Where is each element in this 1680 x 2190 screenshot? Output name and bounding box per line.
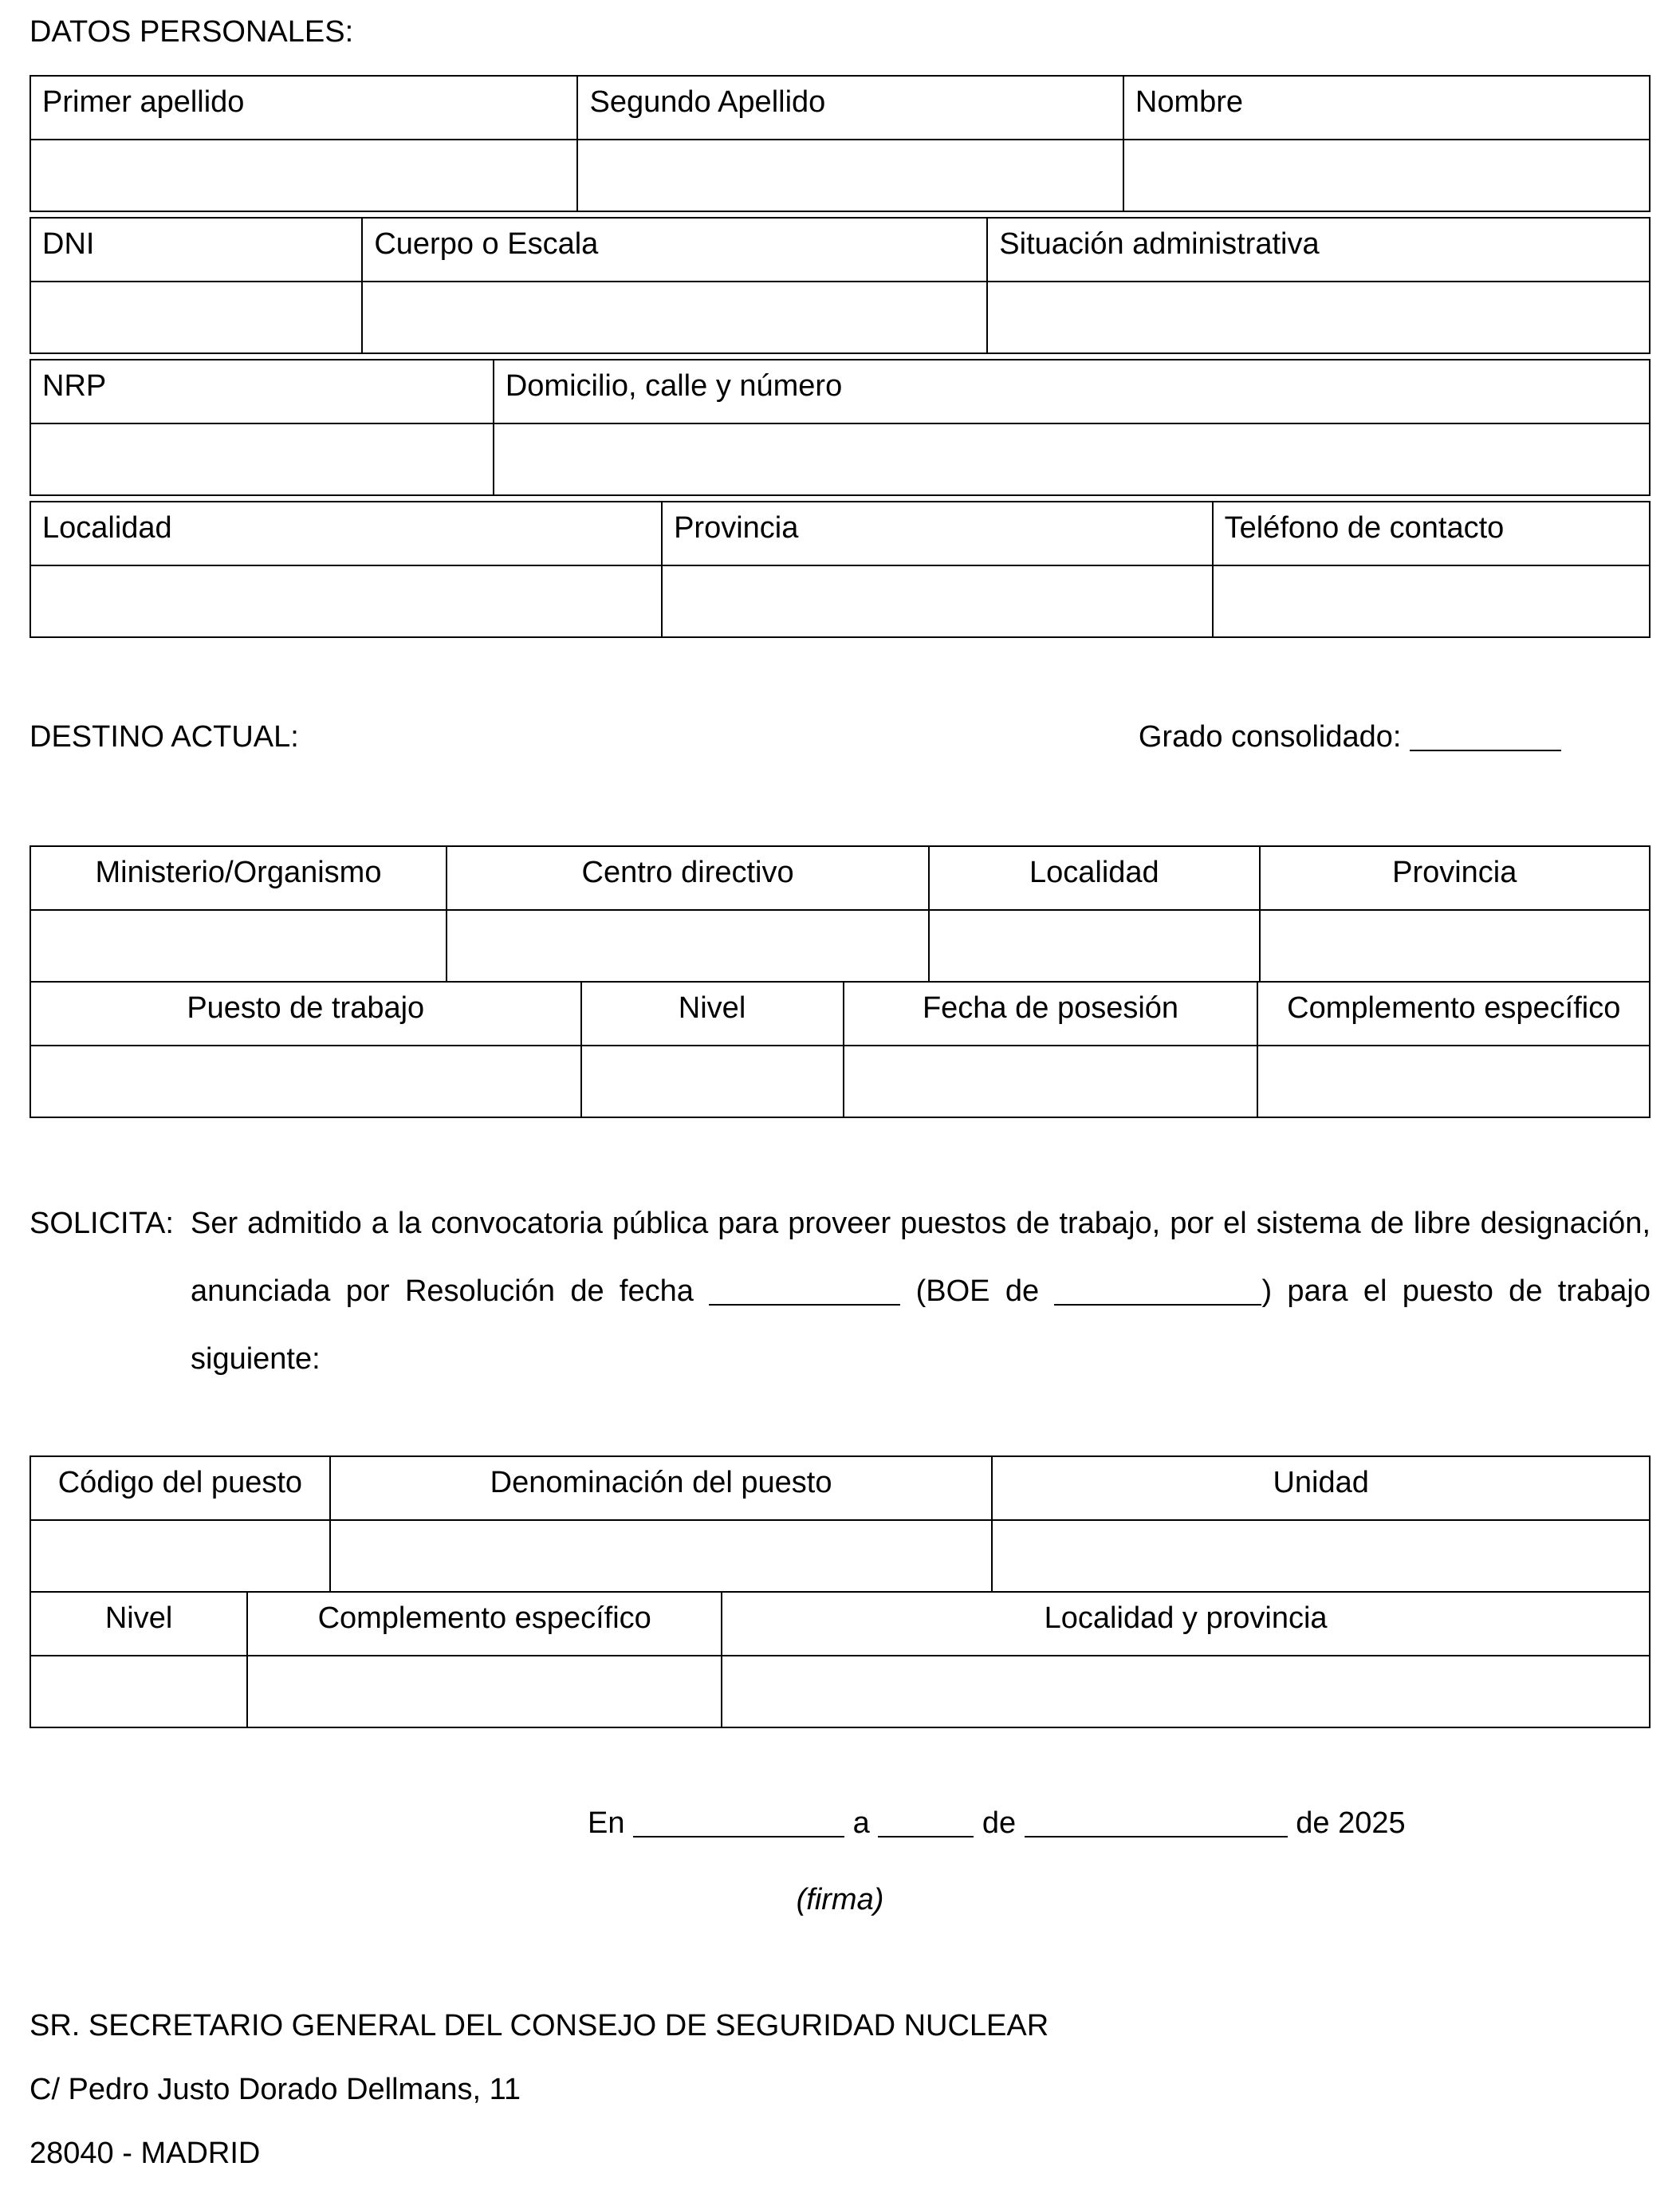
- nrp-domicilio-table: [30, 359, 1650, 496]
- nivel-label: Nivel: [581, 982, 844, 1046]
- table-row: [30, 1520, 1650, 1592]
- puesto-codigo-table: [30, 1455, 1650, 1593]
- telefono-label: Teléfono de contacto: [1213, 502, 1650, 565]
- table-row: [30, 140, 1650, 211]
- nombre-input[interactable]: [1123, 140, 1650, 211]
- puesto-complemento-input[interactable]: [247, 1656, 722, 1727]
- unidad-input[interactable]: [992, 1520, 1650, 1592]
- domicilio-label: Domicilio, calle y número: [494, 360, 1650, 423]
- date-day-blank[interactable]: [878, 1810, 974, 1837]
- domicilio-input[interactable]: [494, 423, 1650, 495]
- segundo-apellido-label: Segundo Apellido: [577, 76, 1123, 140]
- table-row: [30, 76, 1650, 140]
- table-row: [30, 1656, 1650, 1727]
- localidad-input[interactable]: [30, 565, 662, 637]
- table-row: [30, 1456, 1650, 1520]
- puesto-nivel-input[interactable]: [30, 1656, 247, 1727]
- puesto-trabajo-label: Puesto de trabajo: [30, 982, 581, 1046]
- apellidos-nombre-table: [30, 75, 1650, 212]
- destino-localidad-label: Localidad: [929, 846, 1259, 910]
- firma-label: (firma): [796, 1883, 884, 1916]
- solicita-label: SOLICITA:: [30, 1207, 174, 1240]
- ministerio-organismo-input[interactable]: [30, 910, 447, 982]
- table-row: [30, 846, 1650, 910]
- complemento-especifico-input[interactable]: [1257, 1046, 1650, 1117]
- resolucion-fecha-blank[interactable]: [709, 1278, 900, 1306]
- codigo-puesto-input[interactable]: [30, 1520, 330, 1592]
- table-row: [30, 1046, 1650, 1117]
- table-row: [30, 982, 1650, 1046]
- destinatario-line-2: C/ Pedro Justo Dorado Dellmans, 11: [30, 2073, 521, 2106]
- date-en-label: En: [588, 1806, 625, 1840]
- solicita-text-1: Ser admitido a la convocatoria pública para proveer puestos de trabajo, por el sistema de libre designación, anunciada por Resolución de fecha: [191, 1207, 1650, 1308]
- provincia-input[interactable]: [662, 565, 1213, 637]
- grado-consolidado-blank[interactable]: [1410, 724, 1561, 751]
- dni-cuerpo-table: [30, 217, 1650, 354]
- localidad-telefono-table: [30, 501, 1650, 638]
- nombre-label: Nombre: [1123, 76, 1650, 140]
- destino-ministerio-table: [30, 845, 1650, 983]
- table-row: [30, 360, 1650, 423]
- boe-fecha-blank[interactable]: [1054, 1278, 1261, 1306]
- solicita-text-2: (BOE de: [915, 1274, 1040, 1308]
- nrp-label: NRP: [30, 360, 494, 423]
- table-row: [30, 423, 1650, 495]
- puesto-nivel-label: Nivel: [30, 1592, 247, 1656]
- fecha-posesion-input[interactable]: [844, 1046, 1258, 1117]
- segundo-apellido-input[interactable]: [577, 140, 1123, 211]
- destino-actual-row: [30, 718, 1650, 756]
- puesto-solicitado-group: [30, 1455, 1650, 1728]
- fecha-posesion-label: Fecha de posesión: [844, 982, 1258, 1046]
- destinatario-line-3: 28040 - MADRID: [30, 2137, 261, 2170]
- solicita-text: [191, 1190, 1650, 1393]
- date-city-blank[interactable]: [633, 1810, 844, 1837]
- date-year-label: de 2025: [1296, 1806, 1406, 1840]
- puesto-trabajo-input[interactable]: [30, 1046, 581, 1117]
- puesto-nivel-table: [30, 1591, 1650, 1728]
- date-a-label: a: [852, 1806, 870, 1840]
- table-row: [30, 910, 1650, 982]
- datos-personales-heading: DATOS PERSONALES:: [30, 15, 354, 49]
- denominacion-puesto-label: Denominación del puesto: [330, 1456, 993, 1520]
- provincia-label: Provincia: [662, 502, 1213, 565]
- table-row: [30, 502, 1650, 565]
- cuerpo-escala-label: Cuerpo o Escala: [362, 218, 987, 282]
- cuerpo-escala-input[interactable]: [362, 282, 987, 353]
- puesto-complemento-label: Complemento específico: [247, 1592, 722, 1656]
- destino-provincia-input[interactable]: [1260, 910, 1650, 982]
- centro-directivo-input[interactable]: [447, 910, 929, 982]
- table-row: [30, 565, 1650, 637]
- date-line: [588, 1804, 1650, 1842]
- date-month-blank[interactable]: [1025, 1810, 1288, 1837]
- localidad-provincia-input[interactable]: [722, 1656, 1650, 1727]
- telefono-input[interactable]: [1213, 565, 1650, 637]
- destino-provincia-label: Provincia: [1260, 846, 1650, 910]
- dni-input[interactable]: [30, 282, 362, 353]
- solicita-block: [30, 1190, 1650, 1393]
- localidad-provincia-label: Localidad y provincia: [722, 1592, 1650, 1656]
- solicita-text-3: ) para el puesto de trabajo siguiente:: [191, 1274, 1650, 1376]
- situacion-administrativa-label: Situación administrativa: [987, 218, 1650, 282]
- situacion-administrativa-input[interactable]: [987, 282, 1650, 353]
- destino-actual-heading: DESTINO ACTUAL:: [30, 720, 299, 754]
- destinatario-line-1: SR. SECRETARIO GENERAL DEL CONSEJO DE SEGURIDAD NUCLEAR: [30, 2009, 1049, 2042]
- destino-localidad-input[interactable]: [929, 910, 1259, 982]
- codigo-puesto-label: Código del puesto: [30, 1456, 330, 1520]
- dni-label: DNI: [30, 218, 362, 282]
- centro-directivo-label: Centro directivo: [447, 846, 929, 910]
- ministerio-organismo-label: Ministerio/Organismo: [30, 846, 447, 910]
- primer-apellido-label: Primer apellido: [30, 76, 577, 140]
- table-row: [30, 1592, 1650, 1656]
- table-row: [30, 218, 1650, 282]
- nrp-input[interactable]: [30, 423, 494, 495]
- table-row: [30, 282, 1650, 353]
- localidad-label: Localidad: [30, 502, 662, 565]
- date-de-label: de: [982, 1806, 1017, 1840]
- destino-puesto-table: [30, 981, 1650, 1118]
- denominacion-puesto-input[interactable]: [330, 1520, 993, 1592]
- destinatario-block: [30, 2008, 1650, 2171]
- grado-consolidado-group: [1139, 718, 1561, 756]
- primer-apellido-input[interactable]: [30, 140, 577, 211]
- complemento-especifico-label: Complemento específico: [1257, 982, 1650, 1046]
- unidad-label: Unidad: [992, 1456, 1650, 1520]
- grado-consolidado-label: Grado consolidado:: [1138, 720, 1402, 754]
- nivel-input[interactable]: [581, 1046, 844, 1117]
